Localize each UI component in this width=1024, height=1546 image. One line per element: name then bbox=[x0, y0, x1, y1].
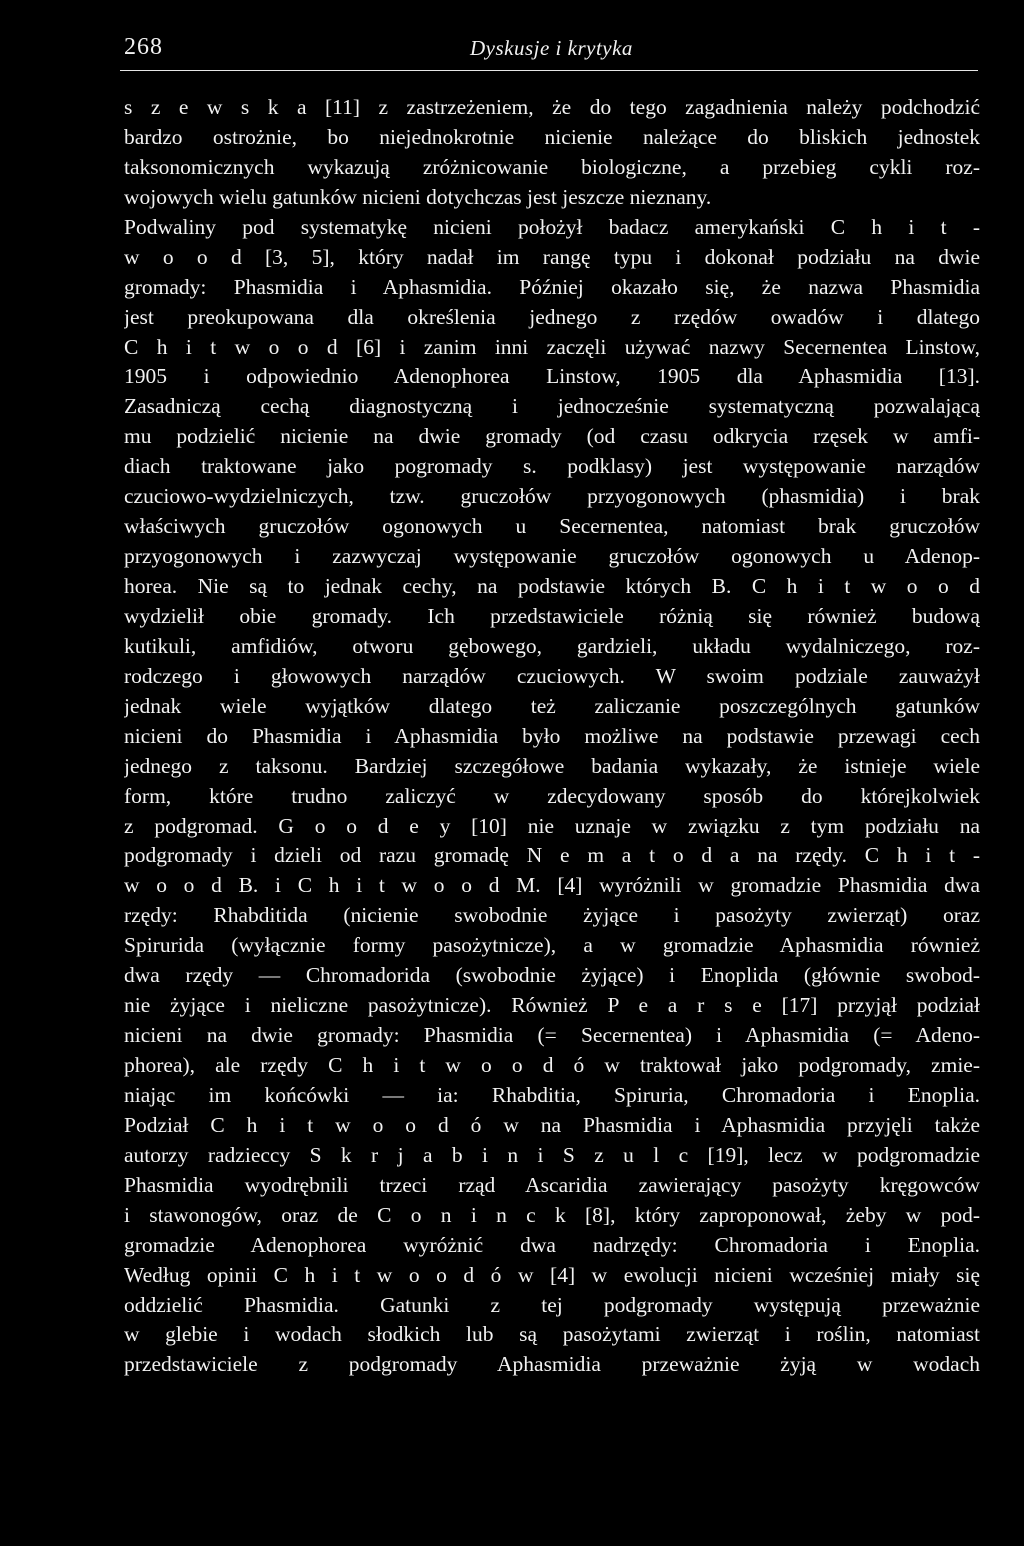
text-line: mu podzielić nicienie na dwie gromady (od czasu odkrycia rzęsek w amfi- bbox=[124, 424, 980, 449]
text-line: jest preokupowana dla określenia jednego z rzędów owadów i dlatego bbox=[124, 304, 980, 329]
text-line: Według opinii C h i t w o o d ó w [4] w ewolucji nicieni wcześniej miały się bbox=[124, 1262, 980, 1287]
text-line: nie żyjące i nieliczne pasożytnicze). Również P e a r s e [17] przyjął podział bbox=[124, 993, 980, 1018]
text-line: Spirurida (wyłącznie formy pasożytnicze), a w gromadzie Aphasmidia również bbox=[124, 933, 980, 958]
text-line: nicieni na dwie gromady: Phasmidia (= Secernentea) i Aphasmidia (= Adeno- bbox=[124, 1023, 980, 1048]
text-line: C h i t w o o d [6] i zanim inni zaczęli używać nazwy Secernentea Linstow, bbox=[124, 334, 980, 359]
text-line: Podwaliny pod systematykę nicieni położył badacz amerykański C h i t - bbox=[124, 214, 980, 239]
text-line: form, które trudno zaliczyć w zdecydowany sposób do którejkolwiek bbox=[124, 783, 980, 808]
text-line: gromadzie Adenophorea wyróżnić dwa nadrzędy: Chromadoria i Enoplia. bbox=[124, 1232, 980, 1257]
text-line: przedstawiciele z podgromady Aphasmidia przeważnie żyją w wodach bbox=[124, 1352, 980, 1377]
text-line: rodczego i głowowych narządów czuciowych. W swoim podziale zauważył bbox=[124, 663, 980, 688]
text-line: właściwych gruczołów ogonowych u Secernentea, natomiast brak gruczołów bbox=[124, 514, 980, 539]
page-header bbox=[0, 30, 1024, 70]
running-title: Dyskusje i krytyka bbox=[470, 36, 633, 60]
text-line: nicieni do Phasmidia i Aphasmidia było możliwe na podstawie przewagi cech bbox=[124, 723, 980, 748]
body-text bbox=[124, 93, 980, 1380]
text-line: dwa rzędy — Chromadorida (swobodnie żyjące) i Enoplida (głównie swobod- bbox=[124, 963, 980, 988]
text-line: jednego z taksonu. Bardziej szczegółowe badania wykazały, że istnieje wiele bbox=[124, 753, 980, 778]
text-line: przyogonowych i zazwyczaj występowanie gruczołów ogonowych u Adenop- bbox=[124, 544, 980, 569]
text-line: i stawonogów, oraz de C o n i n c k [8], który zaproponował, żeby w pod- bbox=[124, 1202, 980, 1227]
text-line: s z e w s k a [11] z zastrzeżeniem, że do tego zagadnienia należy podchodzić bbox=[124, 95, 980, 119]
text-line: z podgromad. G o o d e y [10] nie uznaje w związku z tym podziału na bbox=[124, 813, 980, 838]
text-line: kutikuli, amfidiów, otworu gębowego, gardzieli, układu wydalniczego, roz- bbox=[124, 633, 980, 658]
text-line: autorzy radzieccy S k r j a b i n i S z u l c [19], lecz w podgromadzie bbox=[124, 1142, 980, 1167]
text-line: wydzielił obie gromady. Ich przedstawiciele różnią się również budową bbox=[124, 603, 980, 628]
text-line: rzędy: Rhabditida (nicienie swobodnie żyjące i pasożyty zwierząt) oraz bbox=[124, 903, 980, 928]
text-line: horea. Nie są to jednak cechy, na podstawie których B. C h i t w o o d bbox=[124, 574, 980, 598]
header-rule bbox=[120, 70, 978, 71]
text-line: 1905 i odpowiednio Adenophorea Linstow, 1905 dla Aphasmidia [13]. bbox=[124, 364, 980, 389]
text-line: gromady: Phasmidia i Aphasmidia. Później okazało się, że nazwa Phasmidia bbox=[124, 274, 980, 299]
text-line: w o o d B. i C h i t w o o d M. [4] wyróżnili w gromadzie Phasmidia dwa bbox=[124, 873, 980, 898]
text-line: Zasadniczą cechą diagnostyczną i jednocześnie systematyczną pozwalającą bbox=[124, 394, 980, 419]
text-line: czuciowo-wydzielniczych, tzw. gruczołów przyogonowych (phasmidia) i brak bbox=[124, 484, 980, 509]
text-line: Phasmidia wyodrębnili trzeci rząd Ascaridia zawierający pasożyty kręgowców bbox=[124, 1172, 980, 1197]
page-number: 268 bbox=[124, 34, 163, 60]
text-line: jednak wiele wyjątków dlatego też zaliczanie poszczególnych gatunków bbox=[124, 693, 980, 718]
text-line: taksonomicznych wykazują zróżnicowanie biologiczne, a przebieg cykli roz- bbox=[124, 154, 980, 179]
text-line: Podział C h i t w o o d ó w na Phasmidia i Aphasmidia przyjęli także bbox=[124, 1112, 980, 1137]
text-line: bardzo ostrożnie, bo niejednokrotnie nicienie należące do bliskich jednostek bbox=[124, 124, 980, 149]
text-line: w o o d [3, 5], który nadał im rangę typu i dokonał podziału na dwie bbox=[124, 244, 980, 269]
text-line: diach traktowane jako pogromady s. podklasy) jest występowanie narządów bbox=[124, 454, 980, 479]
text-line: niając im końcówki — ia: Rhabditia, Spiruria, Chromadoria i Enoplia. bbox=[124, 1082, 980, 1107]
text-line: w glebie i wodach słodkich lub są pasożytami zwierząt i roślin, natomiast bbox=[124, 1322, 980, 1347]
text-line: phorea), ale rzędy C h i t w o o d ó w traktował jako podgromady, zmie- bbox=[124, 1053, 980, 1077]
text-line: wojowych wielu gatunków nicieni dotychczas jest jeszcze nieznany. bbox=[124, 184, 712, 209]
text-line: podgromady i dzieli od razu gromadę N e m a t o d a na rzędy. C h i t - bbox=[124, 843, 980, 868]
text-line: oddzielić Phasmidia. Gatunki z tej podgromady występują przeważnie bbox=[124, 1292, 980, 1317]
